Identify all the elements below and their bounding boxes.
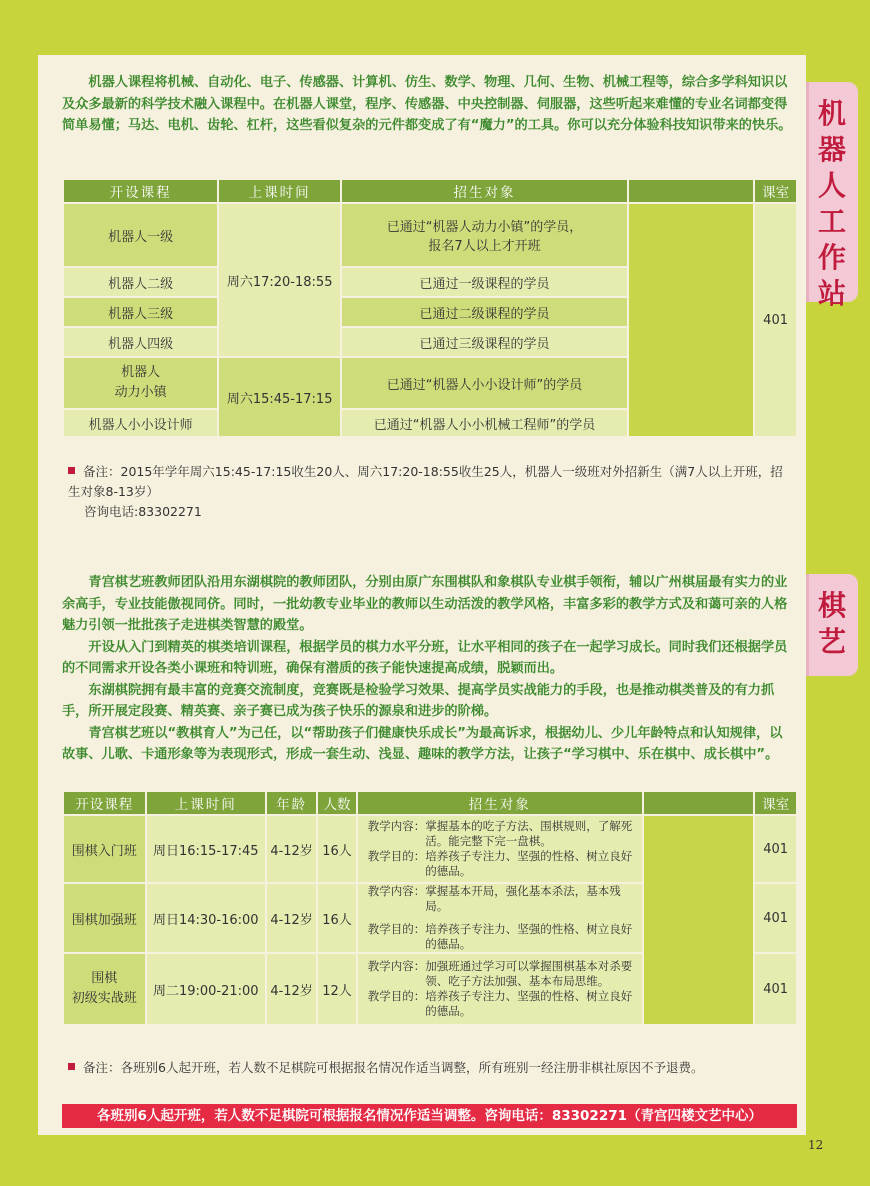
content-text: 加强班通过学习可以掌握围棋基本对杀要领、吃子方法加强、基本布局思维。 <box>425 959 633 988</box>
chess-note <box>68 1058 798 1078</box>
robot-room: 401 <box>754 203 797 437</box>
robot-time-b: 周六15:45-17:15 <box>218 357 341 437</box>
chess-para-4: 青宫棋艺班以“教棋育人”为己任，以“帮助孩子们健康快乐成长”为最高诉求，根据幼儿、少儿年龄特点和认知规律，以故事、儿歌、卡通形象等为表现形式，形成一套生动、浅显、趣味的教学方法，让孩子“学习棋中、乐在棋中、成长棋中”。 <box>62 725 783 762</box>
chess-age-3: 4-12岁 <box>266 953 317 1025</box>
col-room: 课室 <box>754 179 797 203</box>
robot-side-tab <box>806 82 858 310</box>
bullet-icon <box>68 467 75 474</box>
robot-phone: 咨询电话:83302271 <box>84 504 202 519</box>
col-course: 开设课程 <box>63 179 218 203</box>
chess-course-2: 围棋加强班 <box>63 883 146 953</box>
col-room: 课室 <box>754 791 797 815</box>
goal-text: 培养孩子专注力、坚强的性格、树立良好的德品。 <box>425 849 633 878</box>
goal-text: 培养孩子专注力、坚强的性格、树立良好的德品。 <box>425 989 633 1018</box>
footer-banner: 各班别6人起开班，若人数不足棋院可根据报名情况作适当调整。咨询电话：83302271（青宫四楼文艺中心） <box>62 1104 797 1128</box>
chess-course-table <box>62 790 798 1026</box>
col-count: 人数 <box>317 791 357 815</box>
chess-count-1: 16人 <box>317 815 357 883</box>
chess-tab-label: 棋艺 <box>817 589 846 658</box>
robot-course-5: 机器人 动力小镇 <box>63 357 218 409</box>
content-label: 教学内容： <box>367 884 426 898</box>
content-label: 教学内容： <box>367 819 426 833</box>
robot-time-a: 周六17:20-18:55 <box>218 203 341 357</box>
content-text: 掌握基本开局，强化基本杀法，基本残局。 <box>425 884 621 913</box>
chess-target-1 <box>357 815 643 883</box>
col-time: 上课时间 <box>218 179 341 203</box>
chess-time-1: 周日16:15-17:45 <box>146 815 266 883</box>
chess-intro <box>62 572 792 766</box>
robot-note <box>68 462 788 502</box>
chess-course-1: 围棋入门班 <box>63 815 146 883</box>
robot-target-6: 已通过“机器人小小机械工程师”的学员 <box>341 409 628 437</box>
col-blank <box>628 179 754 203</box>
robot-note-text: 备注：2015年学年周六15:45-17:15收生20人、周六17:20-18:55收生25人，机器人一级班对外招新生（满7人以上开班，招生对象8-13岁） <box>68 464 783 499</box>
col-target: 招生对象 <box>357 791 643 815</box>
chess-para-2: 开设从入门到精英的棋类培训课程，根据学员的棋力水平分班，让水平相同的孩子在一起学习成长。同时我们还根据学员的不同需求开设各类小课班和特训班，确保有潜质的孩子能快速提高成绩，脱颖而出。 <box>62 639 788 676</box>
chess-room-1: 401 <box>754 815 797 883</box>
col-target: 招生对象 <box>341 179 628 203</box>
chess-course-3: 围棋 初级实战班 <box>63 953 146 1025</box>
col-age: 年龄 <box>266 791 317 815</box>
page-number: 12 <box>808 1138 824 1152</box>
robot-target-5: 已通过“机器人小小设计师”的学员 <box>341 357 628 409</box>
robot-blank-cell <box>628 203 754 437</box>
robot-target-3: 已通过二级课程的学员 <box>341 297 628 327</box>
chess-room-2: 401 <box>754 883 797 953</box>
goal-label: 教学目的： <box>367 849 426 863</box>
chess-para-1: 青宫棋艺班教师团队沿用东湖棋院的教师团队，分别由原广东围棋队和象棋队专业棋手领衔，辅以广州棋届最有实力的业余高手，专业技能傲视同侪。同时，一批幼教专业毕业的教师以生动活泼的教学风格，丰富多彩的教学方式及和蔼可亲的人格魅力引领一批批孩子走进棋类智慧的殿堂。 <box>62 575 788 633</box>
content-text: 掌握基本的吃子方法、围棋规则，了解死活。能完整下完一盘棋。 <box>425 819 633 848</box>
chess-side-tab <box>806 574 858 676</box>
robot-course-1: 机器人一级 <box>63 203 218 267</box>
robot-course-6: 机器人小小设计师 <box>63 409 218 437</box>
robot-course-4: 机器人四级 <box>63 327 218 357</box>
robot-course-table <box>62 178 798 438</box>
chess-note-text: 备注：各班别6人起开班，若人数不足棋院可根据报名情况作适当调整，所有班别一经注册非棋社原因不予退费。 <box>83 1060 704 1075</box>
chess-age-2: 4-12岁 <box>266 883 317 953</box>
chess-room-3: 401 <box>754 953 797 1025</box>
robot-intro: 机器人课程将机械、自动化、电子、传感器、计算机、仿生、数学、物理、几何、生物、机械工程等，综合多学科知识以及众多最新的科学技术融入课程中。在机器人课堂，程序、传感器、中央控制器、伺服器，这些听起来难懂的专业名词都变得简单易懂；马达、电机、齿轮、杠杆，这些看似复杂的元件都变成了有“魔力”的工具。你可以充分体验科技知识带来的快乐。 <box>62 75 792 133</box>
goal-text: 培养孩子专注力、坚强的性格、树立良好的德品。 <box>425 922 633 951</box>
bullet-icon <box>68 1063 75 1070</box>
content-label: 教学内容： <box>367 959 426 973</box>
robot-course-2: 机器人二级 <box>63 267 218 297</box>
robot-course-3: 机器人三级 <box>63 297 218 327</box>
col-blank <box>643 791 755 815</box>
robot-tab-label: 机器人工作站 <box>817 97 846 310</box>
robot-target-1: 已通过“机器人动力小镇”的学员， 报名7人以上才开班 <box>341 203 628 267</box>
paper-edge <box>38 48 806 62</box>
chess-count-2: 16人 <box>317 883 357 953</box>
chess-blank-cell <box>643 815 755 1025</box>
goal-label: 教学目的： <box>367 922 426 936</box>
col-course: 开设课程 <box>63 791 146 815</box>
goal-label: 教学目的： <box>367 989 426 1003</box>
chess-para-3: 东湖棋院拥有最丰富的竞赛交流制度，竞赛既是检验学习效果、提高学员实战能力的手段，也是推动棋类普及的有力抓手，所开展定段赛、精英赛、亲子赛已成为孩子快乐的源泉和进步的阶梯。 <box>62 682 775 719</box>
chess-target-3 <box>357 953 643 1025</box>
chess-target-2 <box>357 883 643 953</box>
chess-age-1: 4-12岁 <box>266 815 317 883</box>
chess-count-3: 12人 <box>317 953 357 1025</box>
robot-target-2: 已通过一级课程的学员 <box>341 267 628 297</box>
col-time: 上课时间 <box>146 791 266 815</box>
robot-target-4: 已通过三级课程的学员 <box>341 327 628 357</box>
chess-time-2: 周日14:30-16:00 <box>146 883 266 953</box>
chess-time-3: 周二19:00-21:00 <box>146 953 266 1025</box>
